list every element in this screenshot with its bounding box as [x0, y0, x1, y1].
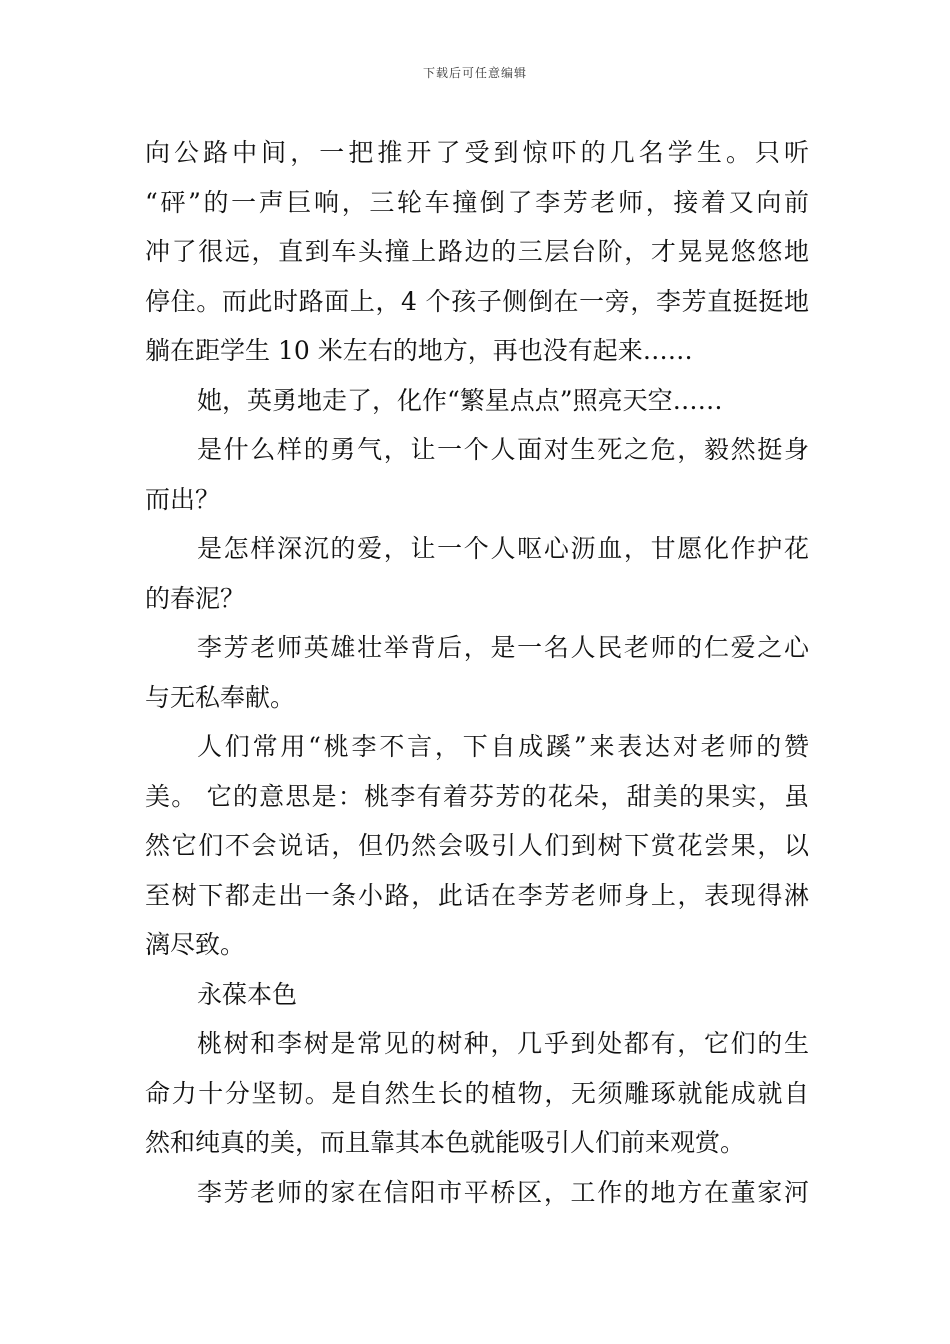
page-header: 下载后可任意编辑 — [422, 66, 527, 80]
text-line: 人们常用“桃李不言，下自成蹊”来表达对老师的赞 — [197, 732, 809, 761]
text-line: 然它们不会说话，但仍然会吸引人们到树下赏花尝果，以 — [145, 831, 809, 860]
text-line: 与无私奉献。 — [145, 682, 296, 712]
text-line: 冲了很远，直到车头撞上路边的三层台阶，才晃晃悠悠地 — [145, 237, 809, 266]
text-line: 命力十分坚韧。是自然生长的植物，无须雕琢就能成就自 — [145, 1078, 809, 1108]
text-line: “砰”的一声巨响，三轮车撞倒了李芳老师，接着又向前 — [145, 187, 809, 217]
text-line: 然和纯真的美，而且靠其本色就能吸引人们前来观赏。 — [145, 1128, 746, 1157]
text-line: 向公路中间，一把推开了受到惊吓的几名学生。只听 — [145, 138, 809, 167]
section-heading: 永葆本色 — [197, 979, 298, 1009]
text-line: 桃树和李树是常见的树种，几乎到处都有，它们的生 — [197, 1029, 809, 1058]
text-line: 的春泥？ — [145, 583, 246, 613]
body-text — [145, 128, 809, 1217]
text-line: 美。 它的意思是：桃李有着芬芳的花朵，甜美的果实，虽 — [145, 781, 809, 811]
text-line: 至树下都走出一条小路，此话在李芳老师身上，表现得淋 — [145, 880, 809, 910]
text-line: 停住。而此时路面上，4 个孩子侧倒在一旁，李芳直挺挺地 — [145, 286, 809, 316]
text-line: 躺在距学生 10 米左右的地方，再也没有起来…… — [145, 336, 693, 365]
text-line: 是怎样深沉的爱，让一个人呕心沥血，甘愿化作护花 — [197, 534, 809, 563]
text-line: 李芳老师的家在信阳市平桥区，工作的地方在董家河 — [197, 1177, 809, 1207]
text-line: 她，英勇地走了，化作“繁星点点”照亮天空…… — [197, 385, 723, 415]
text-line: 而出？ — [145, 484, 221, 514]
text-line: 李芳老师英雄壮举背后，是一名人民老师的仁爱之心 — [197, 633, 809, 662]
text-line: 漓尽致。 — [145, 930, 246, 959]
text-line: 是什么样的勇气，让一个人面对生死之危，毅然挺身 — [197, 435, 809, 464]
